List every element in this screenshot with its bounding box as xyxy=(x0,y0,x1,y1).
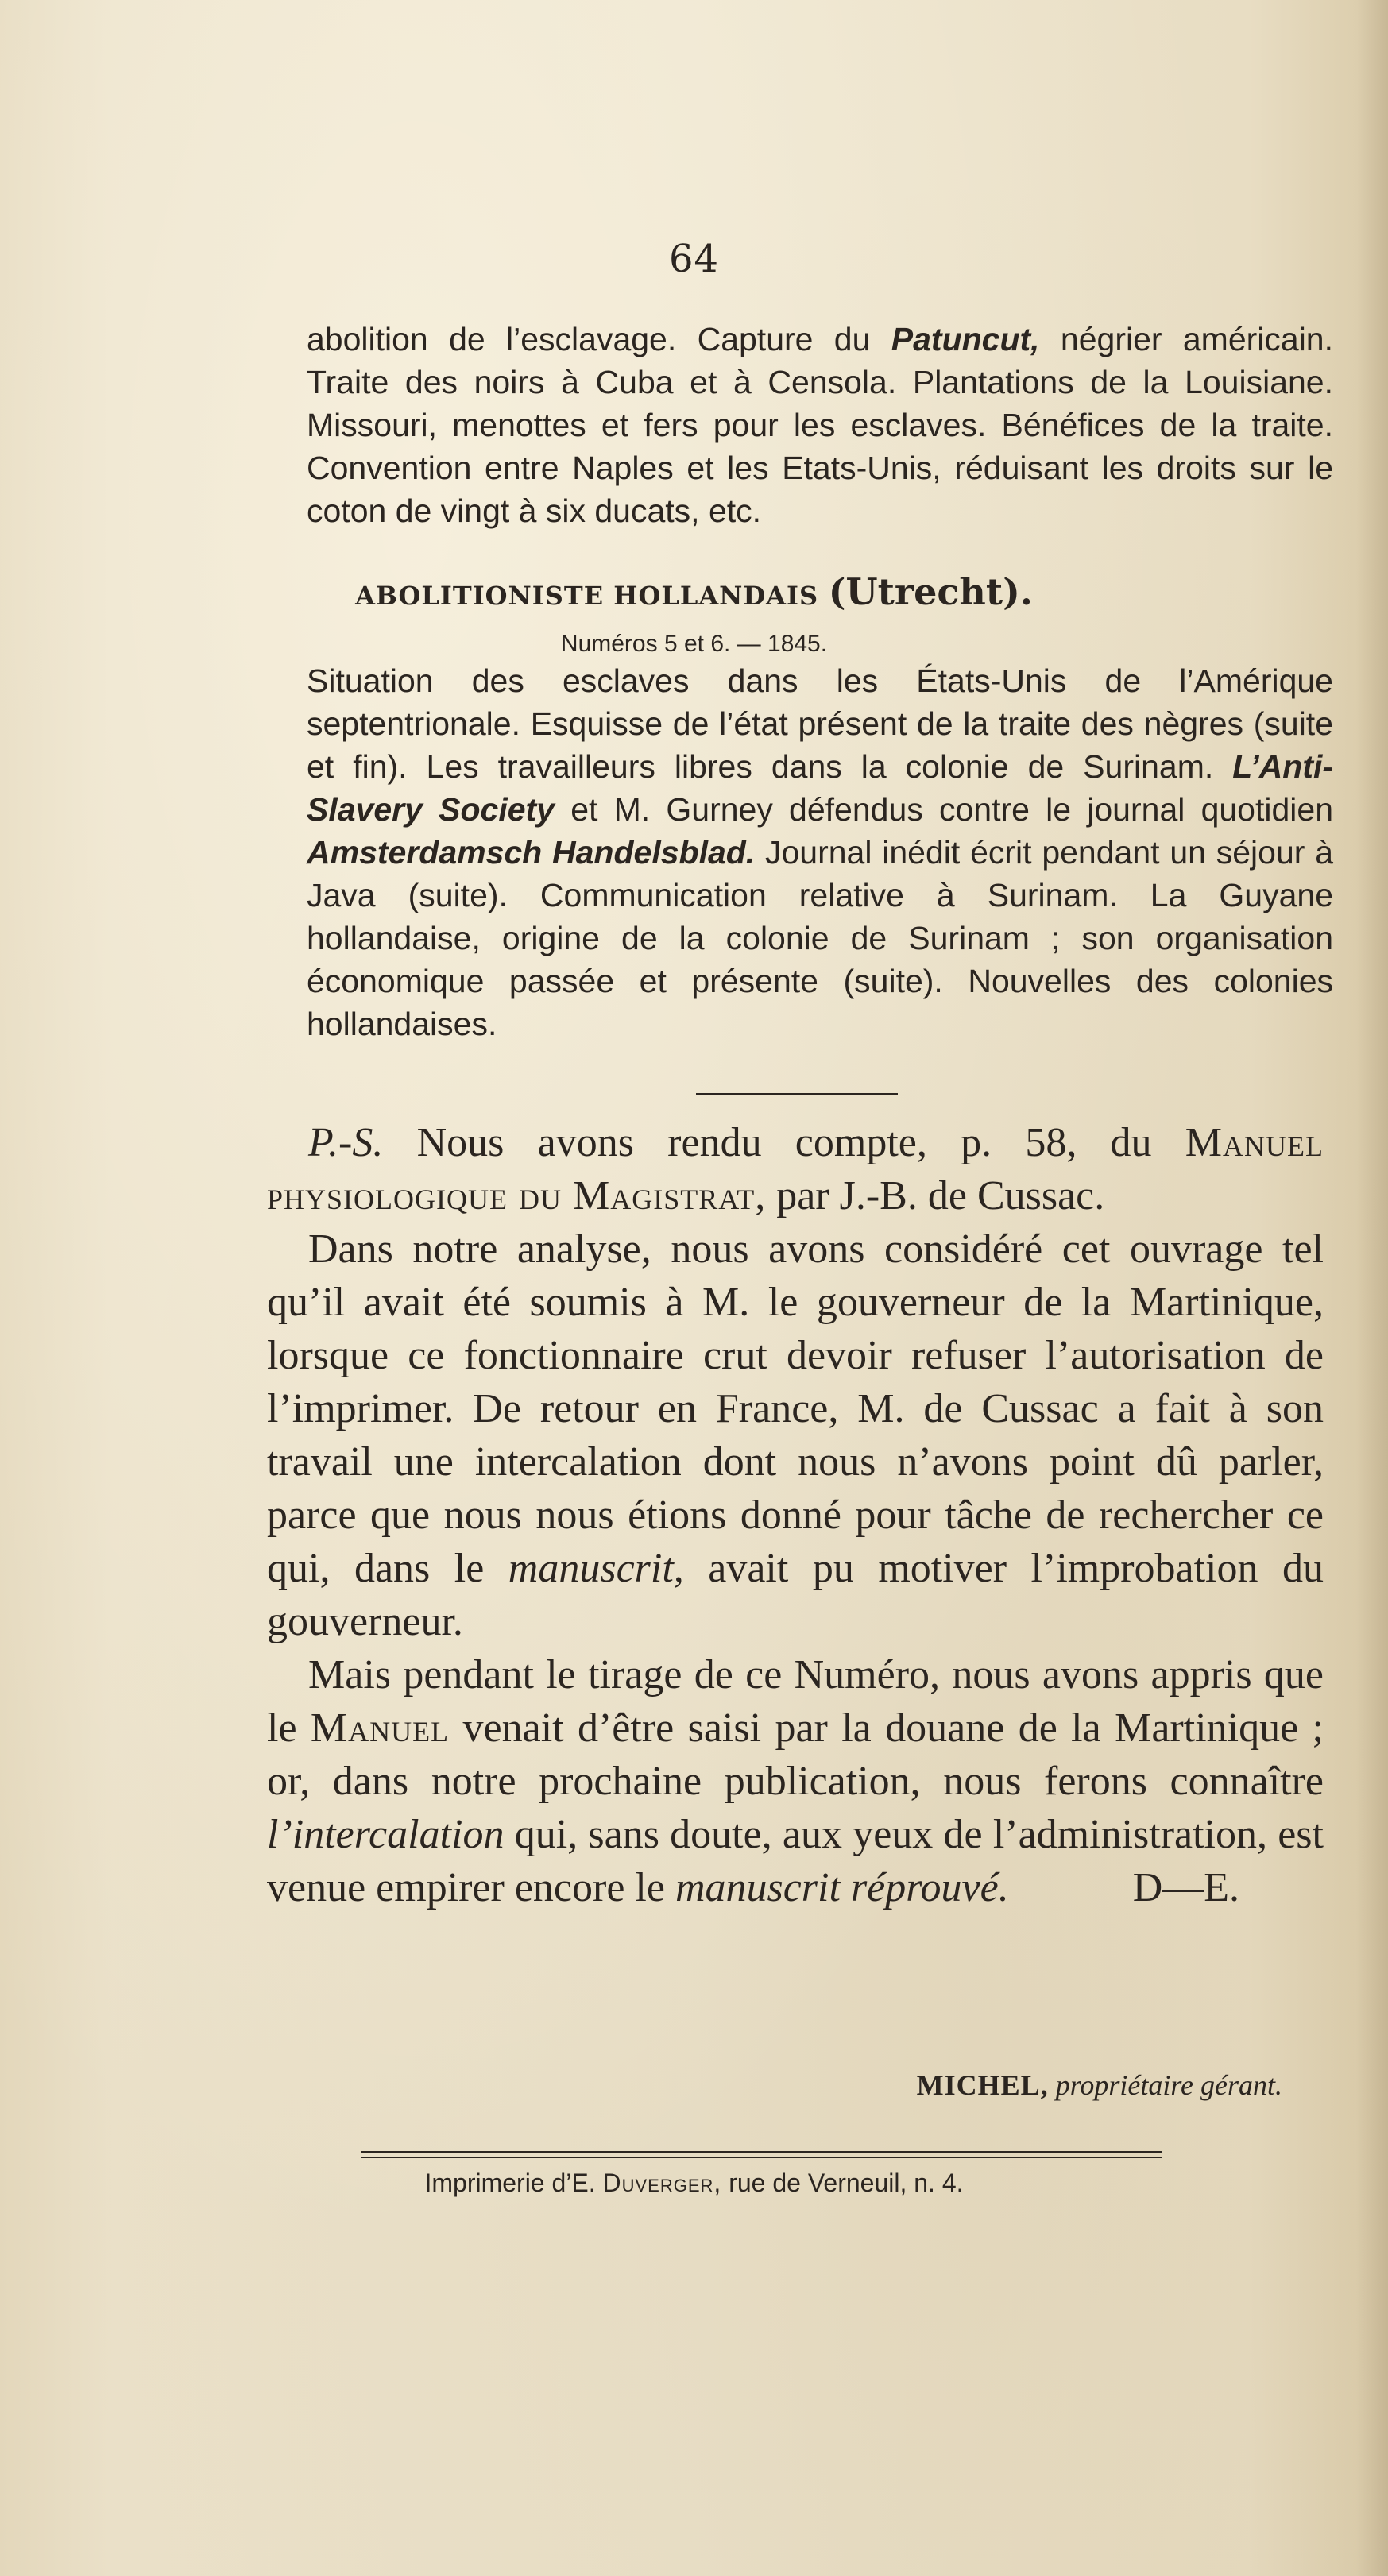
review-1-before: abolition de l’esclavage. Capture du xyxy=(307,321,891,357)
publisher-name: MICHEL, xyxy=(916,2069,1049,2101)
signature: D—E. xyxy=(1132,1865,1240,1910)
manuel-word: Manuel xyxy=(310,1705,450,1751)
footer-rule-thin xyxy=(361,2157,1162,2158)
postscript-label: P.-S. xyxy=(308,1120,384,1165)
postscript-p3-b: venait d’être saisi par la douane de la Martinique ; or, dans notre prochaine publication, nous ferons connaître xyxy=(267,1705,1324,1804)
intercalation-word: l’intercalation xyxy=(267,1812,505,1857)
review-paragraph-2 xyxy=(307,659,1333,1045)
postscript-p1-b: par J.-B. de Cussac. xyxy=(766,1173,1105,1218)
manuel-title: Manuel physiologique du Magistrat, xyxy=(267,1120,1324,1218)
postscript-p2-a: Dans notre analyse, nous avons considéré cet ouvrage tel qu’il avait été soumis à M. le gouverneur de la Martinique, lorsque ce fonctionnaire crut devoir refuser l’autorisation de l’imprimer. De retour en France, M. de Cussac a fait à son travail une intercalation dont nous n’avons point dû parler, parce que nous nous étions donné pour tâche de rechercher ce qui, dans le xyxy=(267,1226,1324,1591)
imprint-text-a: Imprimerie d’E. xyxy=(424,2169,603,2197)
review-2-part-3: Journal inédit écrit pendant un séjour à Java (suite). Communication relative à Surinam. La Guyane hollandaise, origine de la colonie de Surinam ; son organisation économique passée et présente (suite). Nouvelles des colonies hollandaises. xyxy=(307,834,1333,1042)
manuscrit-word: manuscrit, xyxy=(508,1546,684,1591)
manuscrit-reprouve: manuscrit réprouvé. xyxy=(675,1865,1009,1910)
postscript-paragraph-3 xyxy=(267,1648,1324,1914)
review-1-after: négrier américain. Traite des noirs à Cuba et à Censola. Plantations de la Louisiane. Missouri, menottes et fers pour les esclaves. Bénéfices de la traite. Convention entre Naples et les Etats-Unis, réduisant les droits sur le coton de vingt à six ducats, etc. xyxy=(307,321,1333,529)
printer-name: Duverger, xyxy=(602,2169,722,2197)
journal-heading xyxy=(0,570,1388,613)
review-2-part-1: Situation des esclaves dans les États-Unis de l’Amérique septentrionale. Esquisse de l’état présent de la traite des nègres (suite et fin). Les travailleurs libres dans la colonie de Surinam. xyxy=(307,662,1333,785)
journal-title: ABOLITIONISTE HOLLANDAIS xyxy=(355,581,819,611)
postscript-p1-a: Nous avons rendu compte, p. 58, du xyxy=(383,1120,1185,1165)
postscript-p3-a: Mais pendant le tirage de ce Numéro, nous avons appris que le xyxy=(267,1652,1324,1751)
publisher-role: propriétaire gérant. xyxy=(1055,2069,1282,2101)
postscript xyxy=(267,1116,1324,1914)
postscript-p3-c: qui, sans doute, aux yeux de l’administration, est venue empirer encore le xyxy=(267,1812,1324,1910)
publisher-line xyxy=(0,2068,1282,2102)
imprint-text-b: rue de Verneuil, n. 4. xyxy=(721,2169,964,2197)
journal-city: (Utrecht). xyxy=(828,570,1033,613)
footer-rule-thick xyxy=(361,2151,1162,2153)
newspaper-name: Amsterdamsch Handelsblad. xyxy=(307,834,756,871)
ship-name: Patuncut, xyxy=(891,321,1040,357)
section-divider xyxy=(696,1093,898,1095)
page-number: 64 xyxy=(668,237,720,281)
postscript-paragraph-2 xyxy=(267,1222,1324,1648)
postscript-p2-b: avait pu motiver l’improbation du gouverneur. xyxy=(267,1546,1324,1644)
imprint-line xyxy=(0,2169,1388,2198)
postscript-paragraph-1 xyxy=(267,1116,1324,1222)
review-paragraph-1 xyxy=(307,318,1333,532)
journal-issue: Numéros 5 et 6. — 1845. xyxy=(560,631,828,657)
review-2-part-2: et M. Gurney défendus contre le journal quotidien xyxy=(554,791,1333,828)
society-name: L’Anti-Slavery Society xyxy=(307,748,1333,828)
